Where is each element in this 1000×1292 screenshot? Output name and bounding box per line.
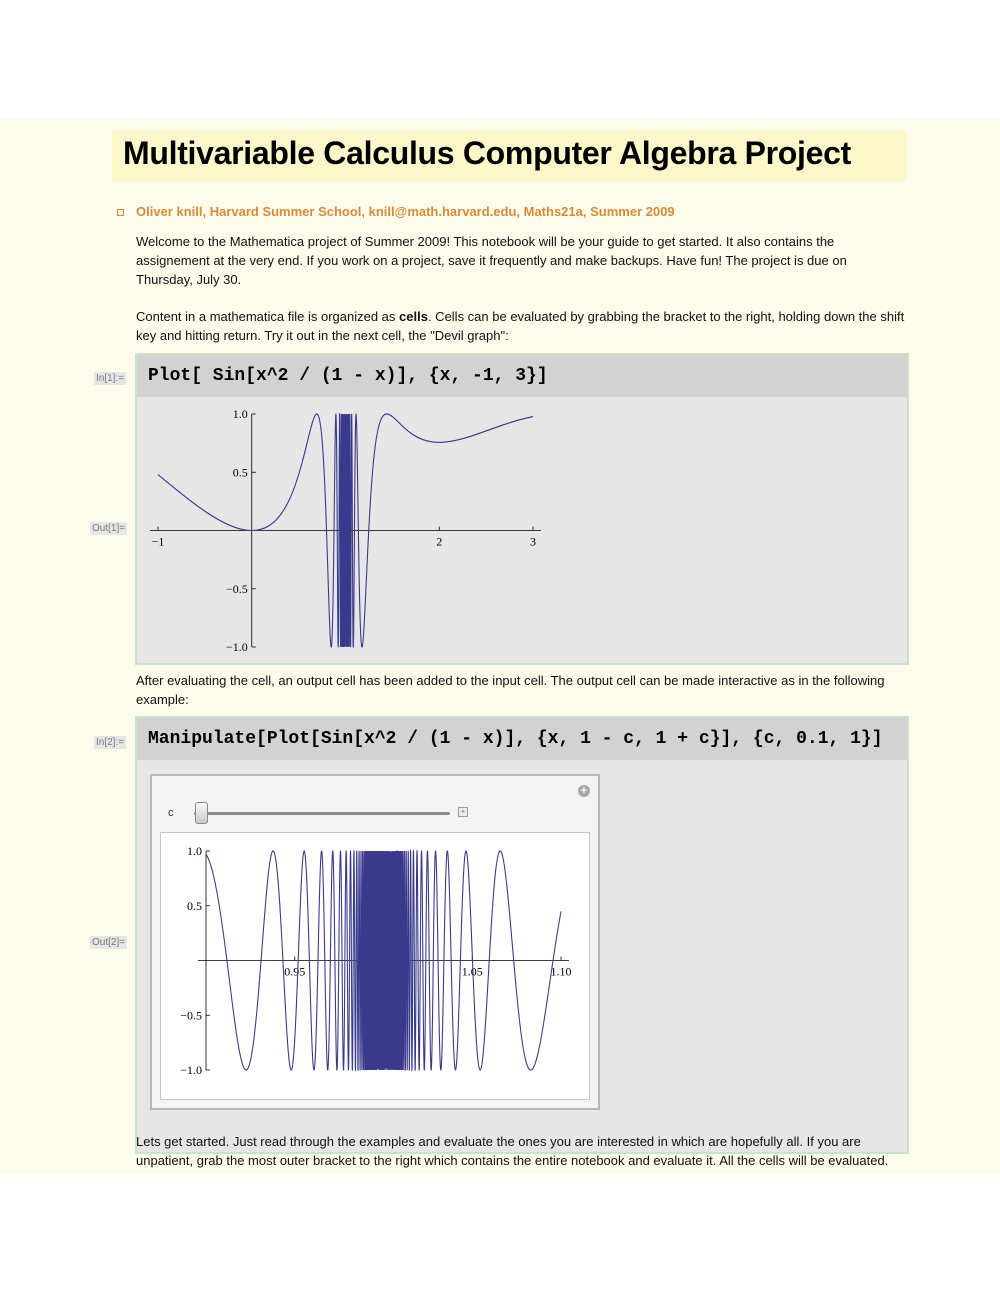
notebook-title: Multivariable Calculus Computer Algebra Project (123, 135, 851, 171)
plot2-x-tick-label: 1.10 (550, 964, 572, 979)
input-label-1: In[1]:= (96, 373, 125, 384)
c-slider-track[interactable] (194, 812, 450, 815)
devil-graph-plot (137, 397, 907, 663)
input-label-2: In[2]:= (96, 737, 125, 748)
plot2-x-tick-label: 1.05 (461, 964, 483, 979)
plot1-y-tick-label: −0.5 (225, 581, 248, 596)
plot2-y-tick-label: 1.0 (187, 844, 202, 858)
section-bullet-icon (117, 209, 124, 216)
cells-paragraph (136, 307, 906, 345)
plot1-y-tick-label: −1.0 (225, 640, 248, 654)
devil-graph-cell[interactable] (135, 353, 909, 665)
plot2-y-tick-label: −1.0 (180, 1063, 202, 1077)
cells-paragraph-pre: Content in a mathematica file is organized as (136, 309, 400, 324)
panel-options-plus-icon[interactable]: + (578, 785, 590, 797)
plot2-y-tick-label: −0.5 (180, 1008, 202, 1023)
plot1-y-tick-label: 0.5 (232, 465, 248, 480)
cells-paragraph-post: . Cells can be evaluated by grabbing the bracket to the right, holding down the shift key and hitting return. Try it out in the next cell, the "Devil graph": (136, 309, 905, 343)
manipulate-cell[interactable] (135, 716, 909, 1154)
plot1-x-tick-label: 3 (530, 534, 536, 549)
manipulate-plot-frame (160, 832, 590, 1100)
plot2-x-tick-label: 0.95 (284, 964, 306, 979)
plot1-x-tick-label: 2 (436, 534, 443, 549)
cells-keyword: cells (399, 309, 428, 324)
input-cell-2[interactable] (137, 718, 907, 760)
input-code-1[interactable]: Plot[ Sin[x^2 / (1 - x)], {x, -1, 3}] (148, 366, 548, 386)
plot1-x-tick-label: 1 (342, 534, 349, 549)
plot1-y-tick-label: 1.0 (232, 407, 248, 421)
output-label-1: Out[1]= (92, 523, 126, 534)
plot2-x-tick-label: 1.00 (373, 964, 394, 979)
input-code-2[interactable]: Manipulate[Plot[Sin[x^2 / (1 - x)], {x, 1 - c, 1 + c}], {c, 0.1, 1}] (148, 729, 883, 749)
manipulate-plot (161, 833, 589, 1099)
output-label-2: Out[2]= (92, 937, 126, 948)
welcome-paragraph: Welcome to the Mathematica project of Summer 2009! This notebook will be your guide to get started. It also contains the assignement at the very end. If you work on a project, save it frequently and make backups. Have fun! The project is due on Thursday, July 30. (136, 234, 847, 287)
slider-expand-plus-icon[interactable]: + (458, 807, 468, 817)
manipulate-panel (150, 774, 600, 1110)
input-cell-1[interactable] (137, 355, 907, 397)
plot2-y-tick-label: 0.5 (187, 898, 202, 913)
slider-label: c (168, 807, 174, 819)
plot1-x-tick-label: −1 (151, 534, 165, 549)
author-line: Oliver knill, Harvard Summer School, knill@math.harvard.edu, Maths21a, Summer 2009 (136, 204, 675, 219)
c-slider-thumb[interactable] (195, 802, 208, 824)
after-eval-paragraph: After evaluating the cell, an output cell has been added to the input cell. The output cell can be made interactive as in the following example: (136, 673, 885, 707)
lets-get-started-paragraph: Lets get started. Just read through the examples and evaluate the ones you are interested in which are hopefully all. If you are unpatient, grab the most outer bracket to the right which contains the entire notebook and evaluate it. All the cells will be evaluated. (136, 1134, 889, 1168)
